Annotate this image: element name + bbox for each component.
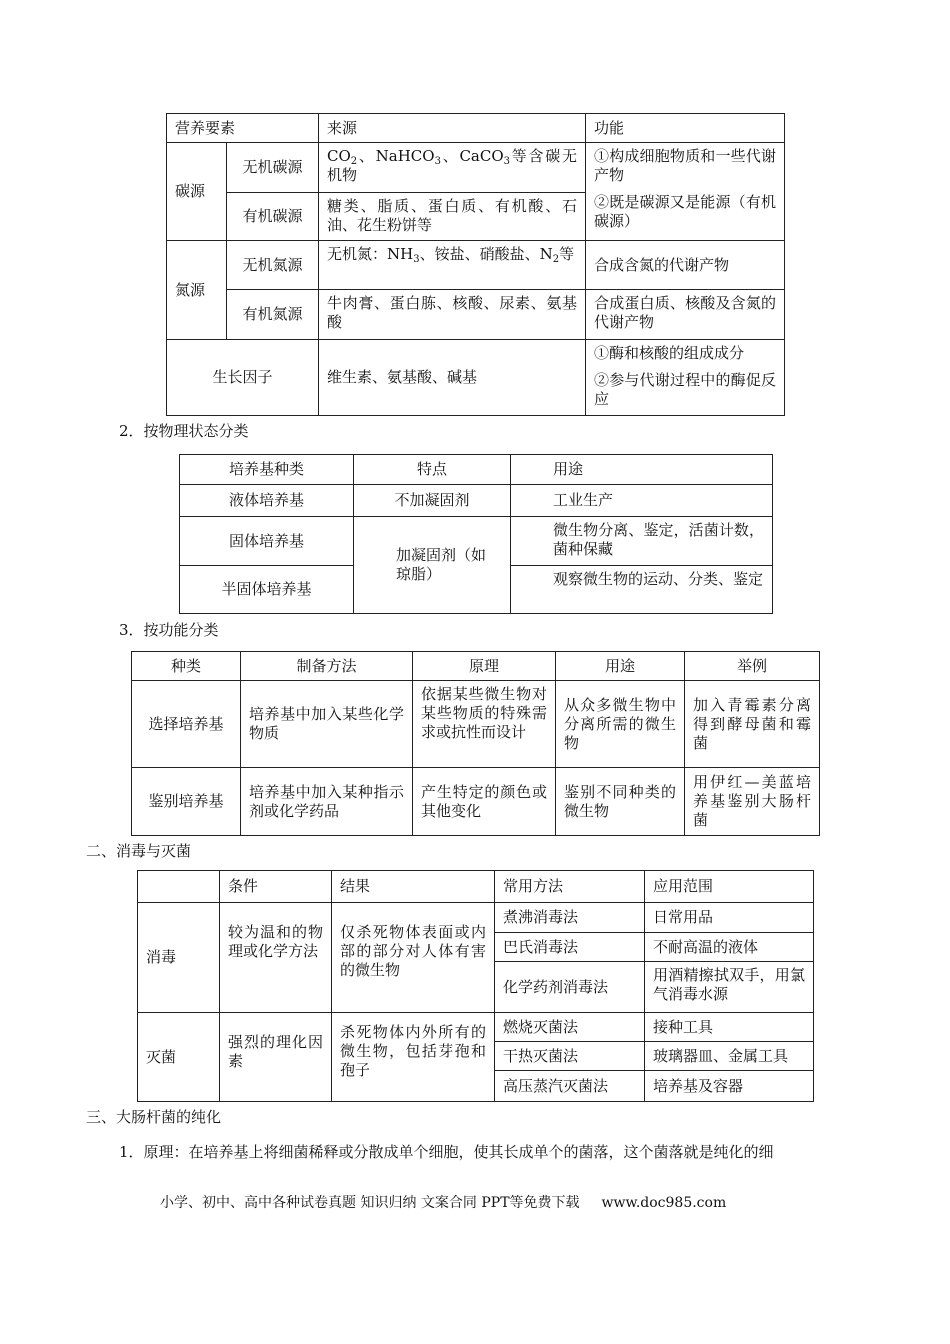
organic-carbon-label: 有机碳源 — [227, 193, 319, 241]
differential-medium: 鉴别培养基 — [132, 768, 241, 836]
header-method: 制备方法 — [241, 652, 413, 681]
scope-burning: 接种工具 — [645, 1013, 814, 1042]
growth-factor-source: 维生素、氨基酸、碱基 — [319, 340, 586, 416]
solid-medium: 固体培养基 — [180, 517, 354, 566]
differential-principle: 产生特定的颜色或其他变化 — [413, 768, 556, 836]
growth-factor-label: 生长因子 — [167, 340, 319, 416]
header-medium-type: 培养基种类 — [180, 455, 354, 485]
footer-text: 小学、初中、高中各种试卷真题 知识归纳 文案合同 PPT等免费下载 — [160, 1195, 580, 1211]
disinfect-condition: 较为温和的物理或化学方法 — [220, 903, 332, 1013]
selective-example: 加入青霉素分离得到酵母菌和霉菌 — [685, 681, 820, 768]
liquid-medium: 液体培养基 — [180, 485, 354, 517]
principle-paragraph: 1．原理：在培养基上将细菌稀释或分散成单个细胞，使其长成单个的菌落，这个菌落就是纯化的细 — [119, 1143, 774, 1161]
header-empty — [138, 871, 220, 903]
semi-solid-use: 观察微生物的运动、分类、鉴定 — [511, 566, 773, 614]
inorganic-nitrogen-function: 合成含氮的代谢产物 — [586, 241, 785, 290]
liquid-feature: 不加凝固剂 — [354, 485, 511, 517]
growth-factor-function — [586, 340, 785, 416]
disinfect-result: 仅杀死物体表面或内部的部分对人体有害的微生物 — [332, 903, 495, 1013]
footer — [160, 1192, 726, 1212]
method-chemical: 化学药剂消毒法 — [495, 962, 645, 1013]
function-table — [131, 651, 820, 836]
carbon-label: 碳源 — [167, 143, 227, 241]
semi-solid-medium: 半固体培养基 — [180, 566, 354, 614]
header-nutrient: 营养要素 — [167, 114, 319, 143]
selective-usage: 从众多微生物中分离所需的微生物 — [556, 681, 685, 768]
sterilize-result: 杀死物体内外所有的微生物，包括芽孢和孢子 — [332, 1013, 495, 1102]
header-result: 结果 — [332, 871, 495, 903]
inorganic-nitrogen-label: 无机氮源 — [227, 241, 319, 290]
heading-physical-state: 2．按物理状态分类 — [119, 422, 249, 440]
method-dry-heat: 干热灭菌法 — [495, 1042, 645, 1071]
header-source: 来源 — [319, 114, 586, 143]
scope-pasteurization: 不耐高温的液体 — [645, 933, 814, 962]
nitrogen-label: 氮源 — [167, 241, 227, 340]
scope-dry-heat: 玻璃器皿、金属工具 — [645, 1042, 814, 1071]
header-feature: 特点 — [354, 455, 511, 485]
liquid-use: 工业生产 — [511, 485, 773, 517]
selective-medium: 选择培养基 — [132, 681, 241, 768]
disinfection-table — [137, 870, 814, 1102]
carbon-function — [586, 143, 785, 241]
sterilize-condition: 强烈的理化因素 — [220, 1013, 332, 1102]
header-scope: 应用范围 — [645, 871, 814, 903]
differential-method: 培养基中加入某种指示剂或化学药品 — [241, 768, 413, 836]
inorganic-nitrogen-source: 无机氮：$NH_3$、铵盐、硝酸盐、$N_2$等 — [319, 241, 586, 290]
header-principle: 原理 — [413, 652, 556, 681]
inorganic-carbon-label: 无机碳源 — [227, 143, 319, 193]
carbon-function-1: ①构成细胞物质和一些代谢产物 — [594, 147, 777, 184]
organic-carbon-source: 糖类、脂质、蛋白质、有机酸、石油、花生粉饼等 — [319, 193, 586, 241]
heading-function: 3．按功能分类 — [119, 621, 219, 639]
sterilize-label: 灭菌 — [138, 1013, 220, 1102]
method-autoclave: 高压蒸汽灭菌法 — [495, 1071, 645, 1102]
section-disinfection: 二、消毒与灭菌 — [86, 842, 192, 860]
selective-method: 培养基中加入某些化学物质 — [241, 681, 413, 768]
selective-principle: 依据某些微生物对某些物质的特殊需求或抗性而设计 — [413, 681, 556, 768]
growth-function-2: ②参与代谢过程中的酶促反应 — [594, 371, 777, 408]
method-boiling: 煮沸消毒法 — [495, 903, 645, 933]
header-use: 用途 — [511, 455, 773, 485]
inorganic-carbon-source: $CO_2$、NaHCO$_3$、CaCO$_3$等含碳无机物 — [319, 143, 586, 193]
solid-feature: 加凝固剂（如琼脂） — [354, 517, 511, 614]
growth-function-1: ①酶和核酸的组成成分 — [594, 344, 745, 362]
section-purification: 三、大肠杆菌的纯化 — [86, 1108, 222, 1126]
organic-nitrogen-source: 牛肉膏、蛋白胨、核酸、尿素、氨基酸 — [319, 290, 586, 340]
nutrient-table — [166, 113, 785, 416]
header-kind: 种类 — [132, 652, 241, 681]
footer-url[interactable]: www.doc985.com — [601, 1195, 727, 1211]
scope-boiling: 日常用品 — [645, 903, 814, 933]
physical-state-table — [179, 454, 773, 614]
header-usage: 用途 — [556, 652, 685, 681]
scope-autoclave: 培养基及容器 — [645, 1071, 814, 1102]
header-condition: 条件 — [220, 871, 332, 903]
organic-nitrogen-function: 合成蛋白质、核酸及含氮的代谢产物 — [586, 290, 785, 340]
header-example: 举例 — [685, 652, 820, 681]
scope-chemical: 用酒精擦拭双手，用氯气消毒水源 — [645, 962, 814, 1013]
header-function: 功能 — [586, 114, 785, 143]
header-common-method: 常用方法 — [495, 871, 645, 903]
organic-nitrogen-label: 有机氮源 — [227, 290, 319, 340]
differential-example: 用伊红—美蓝培养基鉴别大肠杆菌 — [685, 768, 820, 836]
disinfect-label: 消毒 — [138, 903, 220, 1013]
carbon-function-2: ②既是碳源又是能源（有机碳源） — [594, 193, 777, 230]
solid-use: 微生物分离、鉴定，活菌计数，菌种保藏 — [511, 517, 773, 566]
method-pasteurization: 巴氏消毒法 — [495, 933, 645, 962]
differential-usage: 鉴别不同种类的微生物 — [556, 768, 685, 836]
method-burning: 燃烧灭菌法 — [495, 1013, 645, 1042]
